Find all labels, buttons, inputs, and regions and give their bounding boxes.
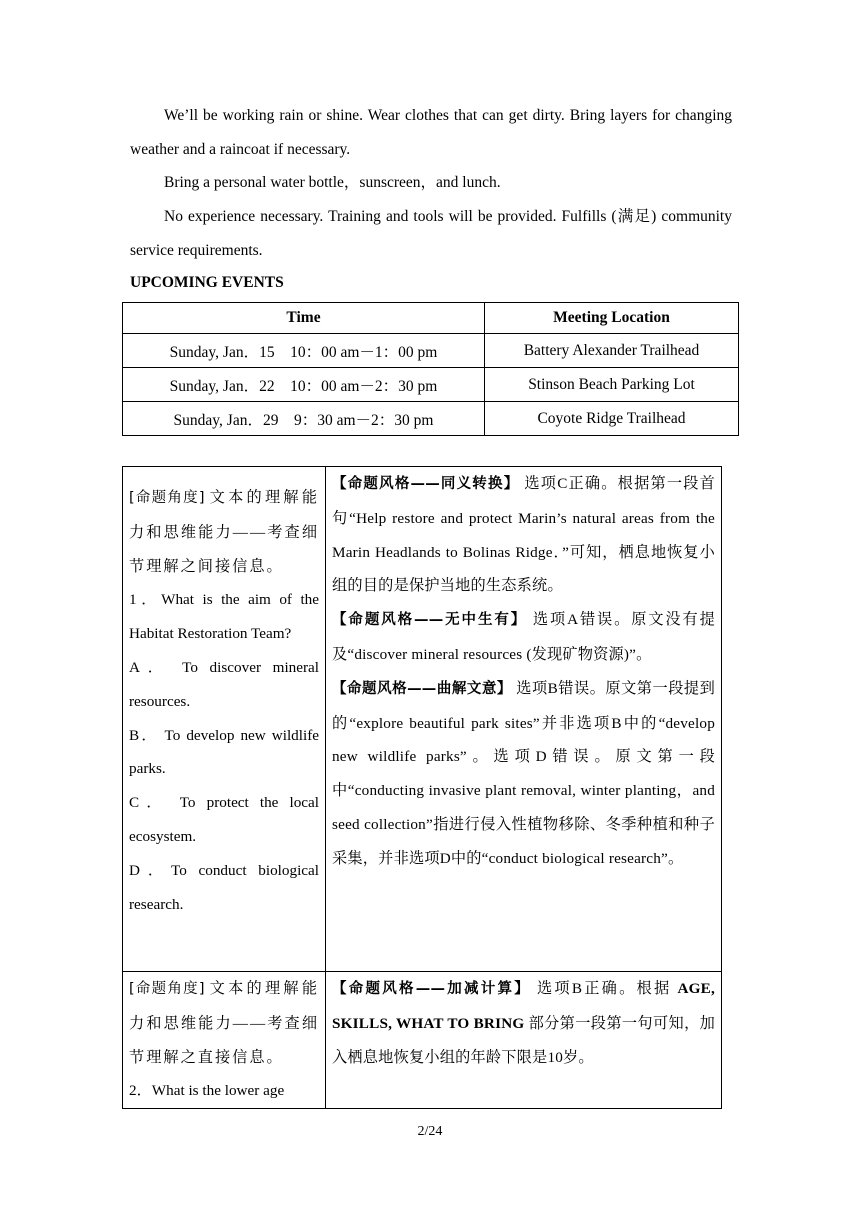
paragraph-experience-text: No experience necessary. Training and tools will be provided. Fulfills (满足) community service requirements. (130, 208, 732, 259)
question-1-cell (123, 467, 326, 972)
event-location-cell: Coyote Ridge Trailhead (485, 402, 739, 436)
style-text: 选项C正确。根据第一段首句“Help restore and protect Marin’s natural areas from the Marin Headlands to Bolinas Ridge．”可知，栖息地恢复小组的目的是保护当地的生态系统。 (332, 475, 716, 595)
style-fabrication (332, 603, 715, 672)
style-text: 选项A错误。原文没有提及“discover mineral resources (发现矿物资源)”。 (332, 611, 715, 663)
option-a: A． To discover mineral resources. (129, 658, 320, 710)
angle-tag: [命题角度] (129, 981, 205, 997)
question-2-cell (123, 972, 326, 1109)
style-tag: 【命题风格——加减计算】 (332, 981, 531, 997)
event-time-cell: Sunday, Jan．29 9：30 am－2：30 pm (123, 402, 485, 436)
event-time-cell: Sunday, Jan．15 10：00 am－1：00 pm (123, 334, 485, 368)
event-location-cell: Stinson Beach Parking Lot (485, 368, 739, 402)
analysis-row-q1 (123, 467, 722, 972)
paragraph-bring-text: Bring a personal water bottle，sunscreen，and lunch. (164, 174, 501, 191)
option-c: C． To protect the local ecosystem. (129, 794, 320, 845)
option-b: B． To develop new wildlife parks. (129, 726, 320, 778)
time-column-header: Time (123, 303, 485, 334)
style-tag: 【命题风格——同义转换】 (332, 476, 520, 492)
style-tag: 【命题风格——曲解文意】 (332, 680, 512, 697)
angle-text: 文本的理解能力和思维能力——考查细节理解之间接信息。 (129, 489, 320, 575)
question-2-text: 2．What is the lower age (129, 1082, 285, 1100)
page-number: 2/24 (417, 1124, 443, 1139)
events-table-header-row (123, 303, 739, 334)
paragraph-clothing (130, 99, 732, 167)
style-text: 部分第一段第一句可知，加入栖息地恢复小组的年龄下限是10岁。 (332, 1014, 716, 1066)
event-time-cell: Sunday, Jan．22 10：00 am－2：30 pm (123, 368, 485, 402)
section-name: AGE, SKILLS, WHAT TO BRING (332, 980, 715, 1032)
style-tag: 【命题风格——无中生有】 (332, 612, 528, 629)
question-1-text: 1．What is the aim of the Habitat Restoration Team? (129, 591, 320, 643)
angle-tag: [命题角度] (129, 490, 205, 506)
question-2-explanation-cell (326, 972, 722, 1109)
table-row (123, 368, 739, 402)
event-location-cell: Battery Alexander Trailhead (485, 334, 739, 368)
angle-text: 文本的理解能力和思维能力——考查细节理解之直接信息。 (129, 980, 320, 1066)
paragraph-experience (130, 200, 732, 268)
table-row (123, 402, 739, 436)
events-table (122, 302, 739, 436)
analysis-row-q2 (123, 972, 722, 1109)
style-synonym (332, 467, 715, 603)
style-text: 选项B正确。根据 (537, 980, 672, 997)
upcoming-events-heading: UPCOMING EVENTS (130, 274, 284, 291)
question-1-explanation-cell (326, 467, 722, 972)
style-text: 选项B错误。原文第一段提到的“explore beautiful park sites”并非选项B中的“develop new wildlife parks”。选项D错误。原文第一段中“conducting invasive plant removal, winter planting，and seed collection”指进行侵入性植物移除、冬季种植和种子采集，并非选项D中的“conduct biological research”。 (332, 679, 716, 867)
location-column-header: Meeting Location (485, 303, 739, 334)
analysis-table (122, 466, 722, 1109)
table-row (123, 334, 739, 368)
option-d: D．To conduct biological research. (129, 861, 320, 913)
style-misinterpretation (332, 672, 715, 876)
paragraph-clothing-text: We’ll be working rain or shine. Wear clothes that can get dirty. Bring layers for changing weather and a raincoat if necessary. (130, 107, 732, 158)
paragraph-bring (130, 166, 732, 200)
